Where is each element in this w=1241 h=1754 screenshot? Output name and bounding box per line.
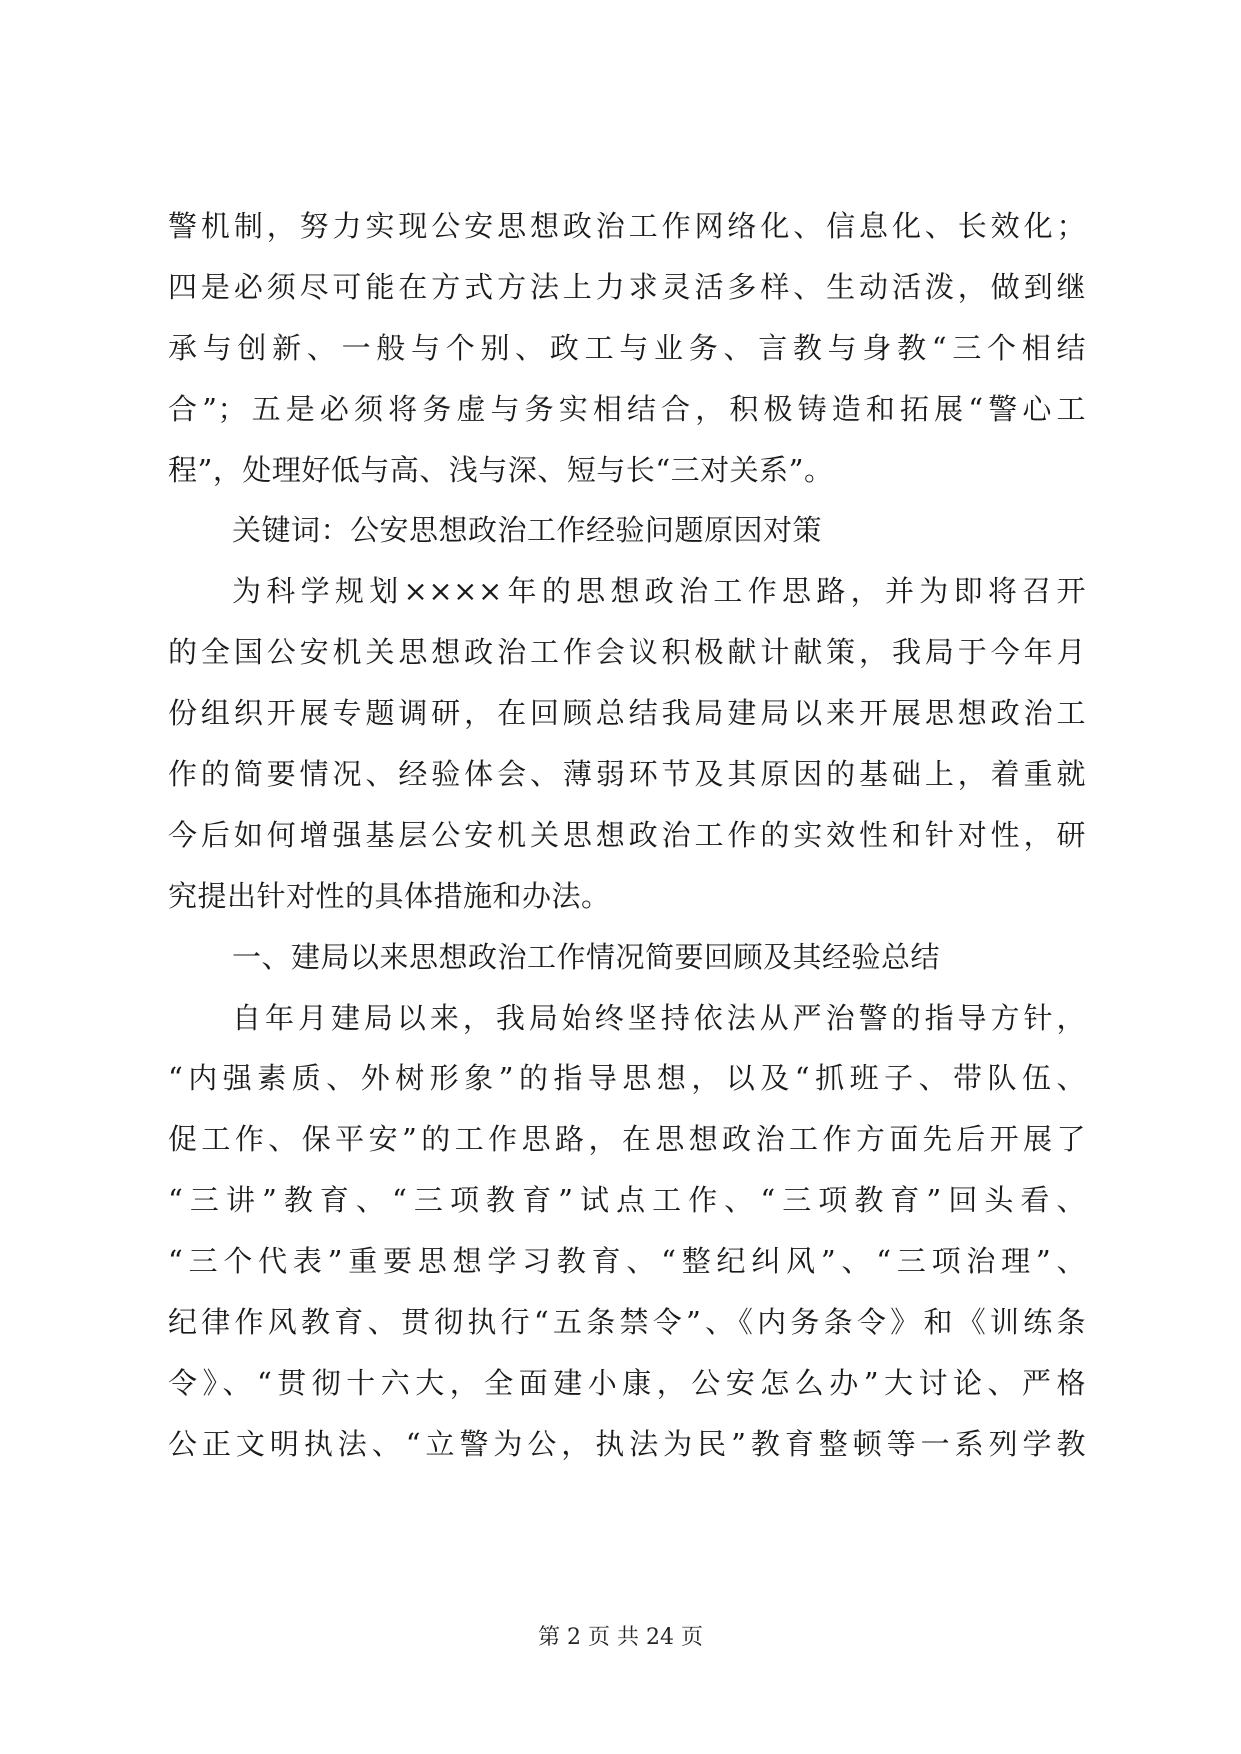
- text-line: 合”；五是必须将务虚与务实相结合，积极铸造和拓展“警心工: [168, 391, 1086, 426]
- text-line: “三个代表”重要思想学习教育、“整纪纠风”、“三项治理”、: [168, 1244, 1086, 1279]
- document-body: [168, 196, 1086, 1475]
- page-footer: 第 2 页 共 24 页: [538, 1625, 703, 1650]
- text-line: 自年月建局以来，我局始终坚持依法从严治警的指导方针，: [232, 1000, 1086, 1035]
- text-line: 承与创新、一般与个别、政工与业务、言教与身教“三个相结: [168, 330, 1086, 365]
- text-line: 的全国公安机关思想政治工作会议积极献计献策，我局于今年月: [168, 635, 1086, 670]
- text-line: “内强素质、外树形象”的指导思想，以及“抓班子、带队伍、: [168, 1061, 1086, 1096]
- text-line: 份组织开展专题调研，在回顾总结我局建局以来开展思想政治工: [168, 696, 1086, 731]
- text-line: 为科学规划××××年的思想政治工作思路，并为即将召开: [232, 574, 1086, 609]
- text-line: 究提出针对性的具体措施和办法。: [168, 878, 611, 913]
- text-line: 程”，处理好低与高、浅与深、短与长“三对关系”。: [168, 452, 834, 487]
- text-line: 促工作、保平安”的工作思路，在思想政治工作方面先后开展了: [168, 1122, 1086, 1157]
- text-line: 令》、“贯彻十六大，全面建小康，公安怎么办”大讨论、严格: [168, 1365, 1086, 1400]
- text-line: 纪律作风教育、贯彻执行“五条禁令”、《内务条令》和《训练条: [168, 1305, 1086, 1340]
- text-line: 公正文明执法、“立警为公，执法为民”教育整顿等一系列学教: [168, 1426, 1086, 1461]
- text-line: “三讲”教育、“三项教育”试点工作、“三项教育”回头看、: [168, 1183, 1086, 1218]
- text-line: 关键词：公安思想政治工作经验问题原因对策: [232, 513, 823, 548]
- text-line: 一、建局以来思想政治工作情况简要回顾及其经验总结: [232, 939, 941, 974]
- text-line: 警机制，努力实现公安思想政治工作网络化、信息化、长效化；: [168, 209, 1086, 243]
- text-line: 作的简要情况、经验体会、薄弱环节及其原因的基础上，着重就: [168, 757, 1086, 792]
- text-line: 四是必须尽可能在方式方法上力求灵活多样、生动活泼，做到继: [168, 269, 1086, 304]
- text-line: 今后如何增强基层公安机关思想政治工作的实效性和针对性，研: [168, 817, 1086, 852]
